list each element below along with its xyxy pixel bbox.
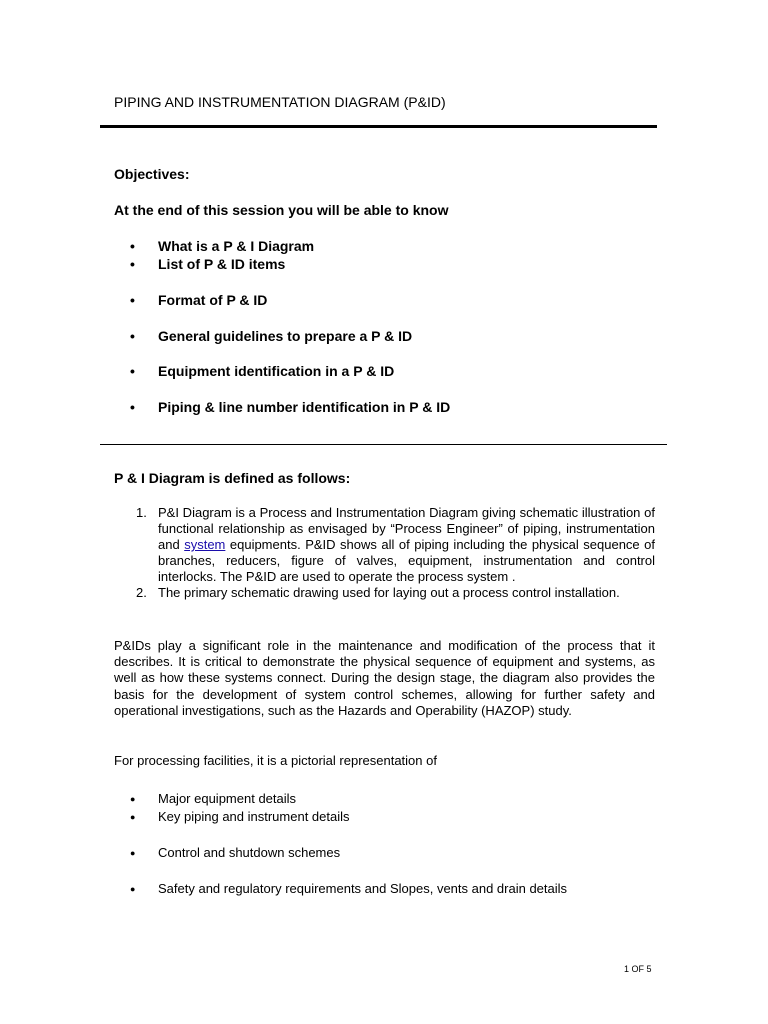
objectives-list [130, 237, 650, 416]
representation-item: ● Control and shutdown schemes [130, 844, 650, 862]
representation-intro: For processing facilities, it is a pictorial representation of [114, 753, 437, 768]
objective-item: • List of P & ID items [130, 255, 650, 273]
representation-item: ● Safety and regulatory requirements and Slopes, vents and drain details [130, 880, 650, 898]
definition-list [130, 505, 655, 601]
representation-item: ● Major equipment details [130, 790, 650, 808]
list-number: 2. [136, 585, 147, 600]
representation-item: ● Key piping and instrument details [130, 808, 650, 826]
definition-heading: P & I Diagram is defined as follows: [114, 470, 351, 486]
definition-item-1 [130, 505, 655, 585]
objective-item: • Format of P & ID [130, 291, 650, 309]
objective-item: • Piping & line number identification in P & ID [130, 398, 650, 416]
system-link[interactable]: system [184, 537, 226, 552]
definition-item-2 [130, 585, 655, 601]
objective-item: • Equipment identification in a P & ID [130, 362, 650, 380]
representation-list [130, 790, 650, 898]
objective-item: • What is a P & I Diagram [130, 237, 650, 255]
definition-text: equipments. P&ID shows all of piping including the physical sequence of branches, reducers, figure of valves, equipment, instrumentation and control interlocks. The P&ID are used to operate the process system . [158, 537, 656, 584]
section-divider [100, 444, 667, 445]
objectives-label: Objectives: [114, 166, 190, 182]
title-divider [100, 125, 657, 128]
definition-text: P&I Diagram is a Process and Instrumentation Diagram giving schematic illustration of functional relationship as envisaged by “Process Engineer” of piping, instrumentation and [158, 505, 655, 552]
objectives-intro: At the end of this session you will be able to know [114, 202, 449, 218]
definition-text: The primary schematic drawing used for laying out a process control installation. [158, 585, 620, 600]
list-number: 1. [136, 505, 147, 520]
page-number: 1 OF 5 [624, 964, 652, 974]
objective-item: • General guidelines to prepare a P & ID [130, 327, 650, 345]
document-title: PIPING AND INSTRUMENTATION DIAGRAM (P&ID) [114, 94, 446, 110]
role-paragraph: P&IDs play a significant role in the maintenance and modification of the process that it describes. It is critical to demonstrate the physical sequence of equipment and systems, as well as how these systems connect. During the design stage, the diagram also provides the basis for the development of system control schemes, allowing for further safety and operational investigations, such as the Hazards and Operability (HAZOP) study. [114, 638, 655, 718]
